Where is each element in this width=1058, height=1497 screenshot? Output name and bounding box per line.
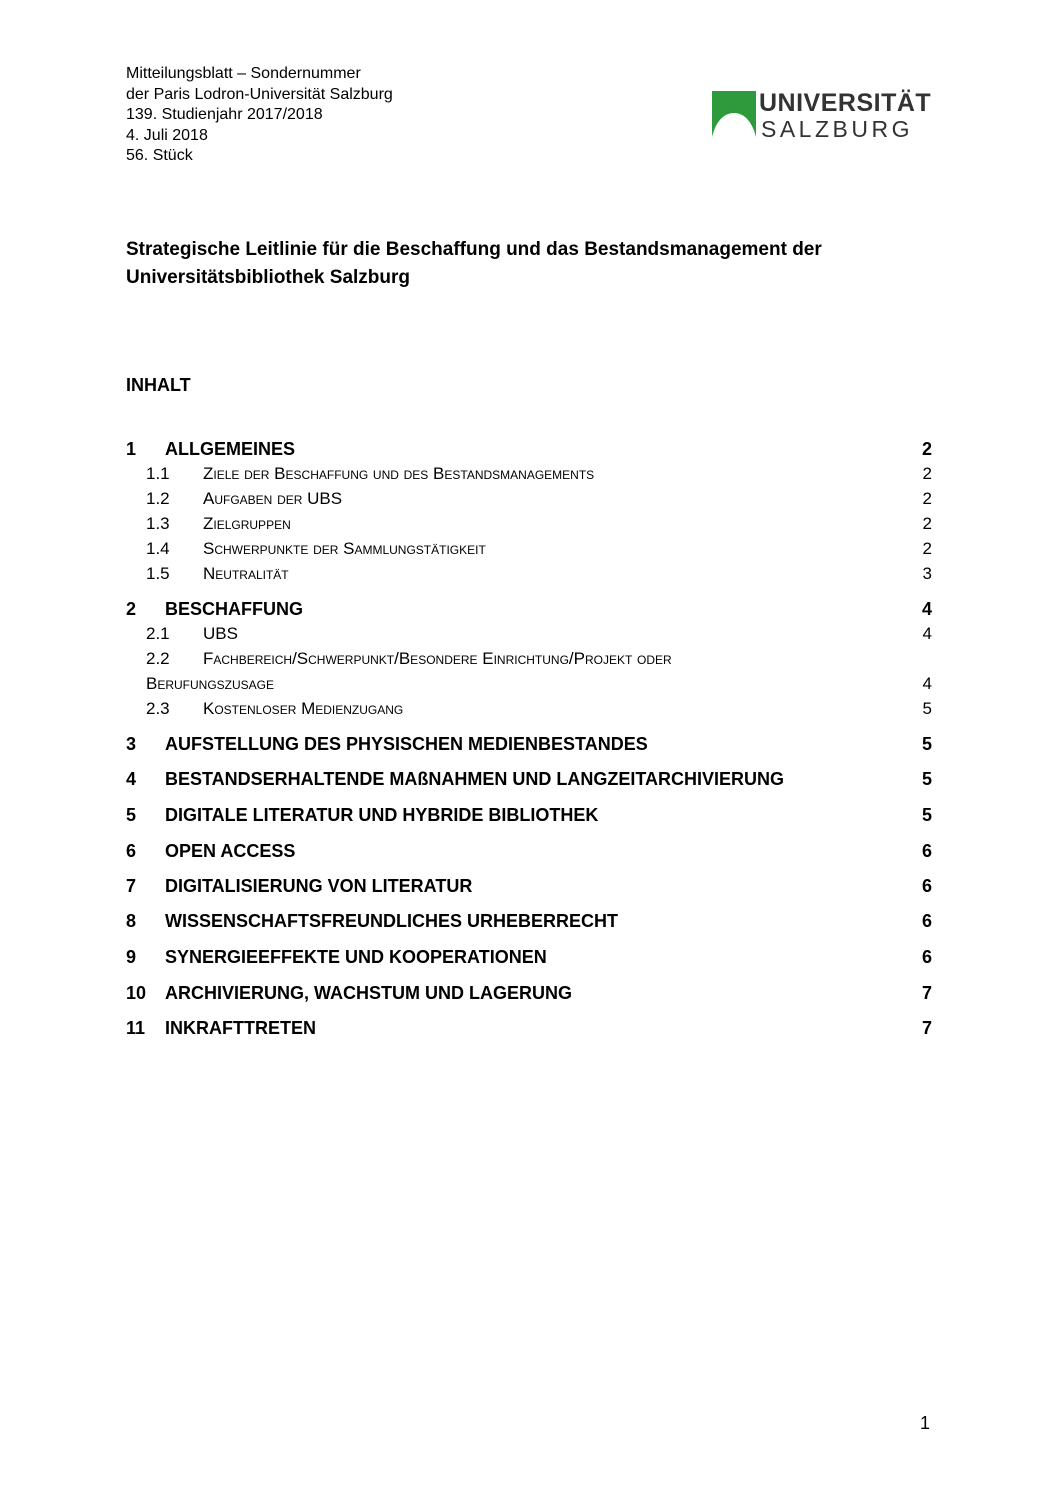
toc-entry-10[interactable] [126,982,932,1004]
toc-label: Kostenloser Medienzugang [203,699,404,718]
toc-label: Schwerpunkte der Sammlungstätigkeit [203,539,486,558]
toc-label: Zielgruppen [203,514,291,533]
logo-arch-icon [712,91,756,141]
toc-entry-1[interactable] [126,438,932,460]
toc-label: BESCHAFFUNG [165,599,303,619]
toc-entry-7[interactable] [126,875,932,897]
contents-heading: INHALT [126,375,191,395]
toc-number: 1.1 [146,464,170,483]
toc-entry-2-1[interactable] [126,623,932,645]
toc-label: Ziele der Beschaffung und des Bestandsmanagements [203,464,595,483]
toc-page: 2 [922,514,932,533]
toc-label: ALLGEMEINES [165,439,296,459]
toc-page: 4 [921,599,932,619]
toc-page: 4 [922,674,932,693]
toc-entry-1-1[interactable] [126,463,932,485]
toc-label: SYNERGIEEFFEKTE UND KOOPERATIONEN [165,947,547,967]
toc-entry-6[interactable] [126,840,932,862]
toc-label: BESTANDSERHALTENDE MAßNAHMEN UND LANGZEITARCHIVIERUNG [165,769,784,789]
header-line-2: der Paris Lodron-Universität Salzburg [126,86,393,103]
toc-page: 6 [921,841,932,861]
toc-label: WISSENSCHAFTSFREUNDLICHES URHEBERRECHT [165,911,619,931]
title-line-1: Strategische Leitlinie für die Beschaffung und das Bestandsmanagement der [126,239,822,260]
toc-number: 2.2 [146,649,170,668]
toc-number: 7 [126,876,137,896]
toc-number: 2 [126,599,137,619]
toc-page: 5 [922,699,932,718]
toc-number: 1.2 [146,489,170,508]
toc-label: DIGITALE LITERATUR UND HYBRIDE BIBLIOTHEK [165,805,599,825]
toc-label: Neutralität [203,564,289,583]
toc-page: 6 [921,911,932,931]
toc-label: ARCHIVIERUNG, WACHSTUM UND LAGERUNG [165,983,572,1003]
toc-label: DIGITALISIERUNG VON LITERATUR [165,876,473,896]
toc-number: 11 [126,1018,146,1038]
toc-number: 4 [126,769,137,789]
page-number: 1 [920,1413,931,1433]
toc-page: 4 [922,624,932,643]
toc-number: 1.3 [146,514,170,533]
toc-page: 2 [921,439,932,459]
toc-label: AUFSTELLUNG DES PHYSISCHEN MEDIENBESTANDES [165,734,648,754]
toc-entry-2-2[interactable] [126,648,932,670]
toc-label-line-1: Fachbereich/Schwerpunkt/Besondere Einrichtung/Projekt oder [203,649,672,668]
toc-entry-2-3[interactable] [126,698,932,720]
toc-number: 9 [126,947,137,967]
title-line-2: Universitätsbibliothek Salzburg [126,267,410,288]
toc-number: 1.4 [146,539,170,558]
toc-entry-1-5[interactable] [126,563,932,585]
toc-number: 8 [126,911,137,931]
toc-entry-4[interactable] [126,768,932,790]
toc-page: 5 [921,805,932,825]
logo-text-universitaet: UNIVERSITÄT [759,89,932,117]
toc-page: 2 [922,539,932,558]
header-line-1: Mitteilungsblatt – Sondernummer [126,65,361,82]
toc-entry-3[interactable] [126,733,932,755]
toc-page: 5 [921,769,932,789]
toc-page: 3 [922,564,932,583]
toc-label: INKRAFTTRETEN [165,1018,316,1038]
university-logo [712,89,932,142]
toc-entry-2[interactable] [126,598,932,620]
toc-label: Aufgaben der UBS [203,489,343,508]
toc-entry-5[interactable] [126,804,932,826]
toc-number: 1 [126,439,137,459]
logo-text-salzburg: SALZBURG [761,116,913,142]
toc-number: 1.5 [146,564,170,583]
toc-number: 6 [126,841,137,861]
toc-number: 5 [126,805,137,825]
toc-page: 2 [922,464,932,483]
toc-page: 6 [921,947,932,967]
toc-page: 5 [921,734,932,754]
toc-page: 6 [921,876,932,896]
toc-label-line-2: Berufungszusage [146,674,275,693]
header-line-3: 139. Studienjahr 2017/2018 [126,106,323,123]
header-line-5: 56. Stück [126,147,193,164]
toc-entry-1-2[interactable] [126,488,932,510]
toc-number: 3 [126,734,137,754]
toc-label: OPEN ACCESS [165,841,296,861]
toc-number: 10 [126,983,147,1003]
toc-page: 7 [921,983,932,1003]
toc-entry-8[interactable] [126,910,932,932]
toc-page: 7 [921,1018,932,1038]
toc-entry-1-3[interactable] [126,513,932,535]
toc-entry-2-2-cont[interactable] [126,673,932,695]
toc-number: 2.3 [146,699,170,718]
toc-number: 2.1 [146,624,170,643]
toc-label: UBS [203,624,238,643]
toc-page: 2 [922,489,932,508]
toc-entry-1-4[interactable] [126,538,932,560]
document-title [126,236,822,292]
toc-entry-9[interactable] [126,946,932,968]
header-line-4: 4. Juli 2018 [126,127,208,144]
toc-entry-11[interactable] [126,1017,932,1039]
